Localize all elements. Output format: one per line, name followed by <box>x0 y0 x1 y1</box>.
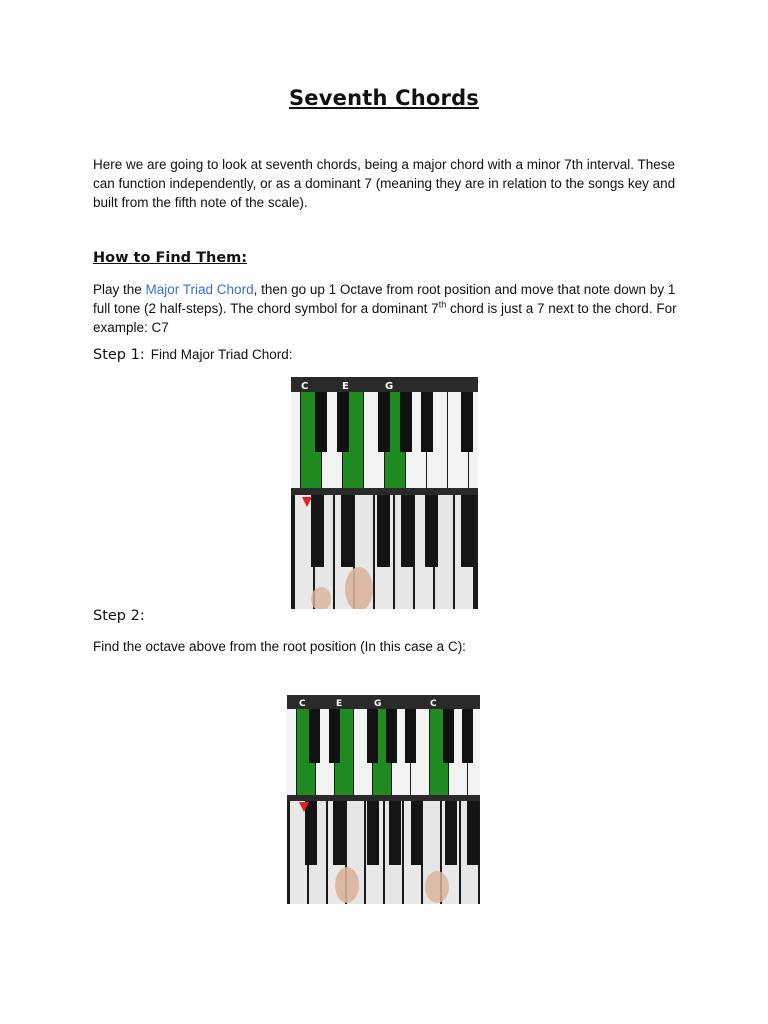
how-text-1: Play the <box>93 282 146 297</box>
how-superscript: th <box>438 299 447 310</box>
intro-paragraph: Here we are going to look at seventh chords, being a major chord with a minor 7th interval. These can function independently, or as a dominant 7 (meaning they are in relation to the songs key and built from the fifth note of the scale). <box>93 157 676 210</box>
note-label: E <box>336 699 343 709</box>
how-text-2: , then go up 1 Octave from root position and move that note down by 1 full tone (2 half-steps). The chord symbol for a dominant 7 <box>93 282 676 316</box>
note-label: C <box>301 381 309 392</box>
page-title: Seventh Chords <box>288 86 480 110</box>
note-label: C <box>299 699 306 709</box>
step-2 <box>93 608 145 624</box>
step-2-text: Find the octave above from the root position (In this case a C): <box>93 639 466 654</box>
lower-keyboard <box>295 495 474 609</box>
note-label: C <box>430 699 437 709</box>
finger-icon <box>345 567 373 609</box>
major-triad-chord-link[interactable]: Major Triad Chord <box>145 282 254 297</box>
piano-image-octave <box>287 695 480 904</box>
step-1-text: Find Major Triad Chord: <box>150 347 293 362</box>
step-1 <box>93 347 293 363</box>
step-2-label: Step 2: <box>93 608 145 624</box>
section-heading: How to Find Them: <box>93 250 248 266</box>
note-label: G <box>374 699 382 709</box>
finger-icon <box>425 871 449 903</box>
how-text-3: chord is just a 7 next to the chord. For example: C7 <box>93 301 677 335</box>
step-1-label: Step 1: <box>93 347 145 363</box>
note-label: G <box>385 381 394 392</box>
piano-image-triad <box>291 377 478 609</box>
finger-icon <box>335 867 359 903</box>
how-paragraph <box>93 280 683 337</box>
note-label: E <box>342 381 349 392</box>
